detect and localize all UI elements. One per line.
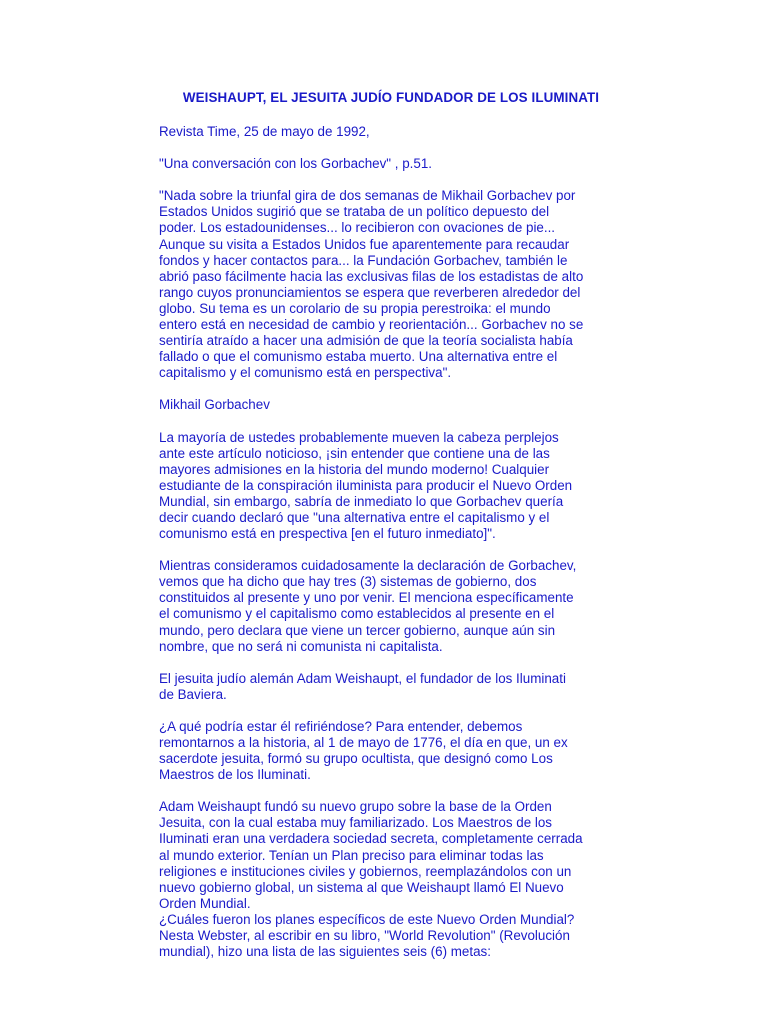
document-title: WEISHAUPT, EL JESUITA JUDÍO FUNDADOR DE LOS ILUMINATI xyxy=(182,90,600,105)
paragraph-caption-weishaupt: El jesuita judío alemán Adam Weishaupt, el fundador de los Iluminati de Baviera. xyxy=(159,670,566,702)
paragraph-order: Adam Weishaupt fundó su nuevo grupo sobre la base de la Orden Jesuita, con la cual estaba muy familiarizado. Los Maestros de los Iluminati eran una verdadera sociedad secreta, completamente cerrada al mundo exterior. Tenían un Plan preciso para eliminar todas las religiones e instituciones civiles y gobiernos, reemplazándolos con un nuevo gobierno global, un sistema al que Weishaupt llamó El Nuevo Orden Mundial. xyxy=(159,799,583,911)
paragraph-three-systems: Mientras consideramos cuidadosamente la declaración de Gorbachev, vemos que ha dicho que hay tres (3) sistemas de gobierno, dos constituidos al presente y uno por venir. El menciona específicamente el comunismo y el capitalismo como establecidos al presente en el mundo, pero declara que viene un tercer gobierno, aunque aún sin nombre, que no será ni comunista ni capitalista. xyxy=(159,558,577,654)
paragraph-quote: "Nada sobre la triunfal gira de dos semanas de Mikhail Gorbachev por Estados Unidos sugirió que se trataba de un político depuesto del poder. Los estadounidenses... lo recibieron con ovaciones de pie... Aunque su visita a Estados Unidos fue aparentemente para recaudar fondos y hacer contactos para... la Fundación Gorbachev, también le abrió paso fácilmente hacia las exclusivas filas de los estadistas de alto rango cuyos pronunciamientos se espera que reverberen alrededor del globo. Su tema es un corolario de su propia perestroika: el mundo entero está en necesidad de cambio y reorientación... Gorbachev no se sentiría atraído a hacer una admisión de que la teoría socialista había fallado o que el comunismo estaba muerto. Una alternativa entre el capitalismo y el comunismo está en perspectiva". xyxy=(159,188,584,381)
paragraph-goals: ¿Cuáles fueron los planes específicos de este Nuevo Orden Mundial? Nesta Webster, al escribir en su libro, "World Revolution" (Revolución mundial), hizo una lista de las siguientes seis (6) metas: xyxy=(159,911,575,960)
paragraph-history: ¿A qué podría estar él refiriéndose? Para entender, debemos remontarnos a la historia, al 1 de mayo de 1776, el día en que, un ex sacerdote jesuita, formó su grupo ocultista, que designó como Los Maestros de los Iluminati. xyxy=(159,718,568,783)
paragraph-article-title: "Una conversación con los Gorbachev" , p.51. xyxy=(159,156,433,172)
document-page xyxy=(159,90,619,976)
paragraph-caption-gorbachev: Mikhail Gorbachev xyxy=(159,397,270,413)
paragraph-commentary: La mayoría de ustedes probablemente mueven la cabeza perplejos ante este artículo noticioso, ¡sin entender que contiene una de las mayores admisiones en la historia del mundo moderno! Cualquier estudiante de la conspiración iluminista para producir el Nuevo Orden Mundial, sin embargo, sabría de inmediato lo que Gorbachev quería decir cuando declaró que "una alternativa entre el capitalismo y el comunismo está en prespectiva [en el futuro inmediato]". xyxy=(159,429,573,542)
paragraph-source: Revista Time, 25 de mayo de 1992, xyxy=(159,124,370,140)
